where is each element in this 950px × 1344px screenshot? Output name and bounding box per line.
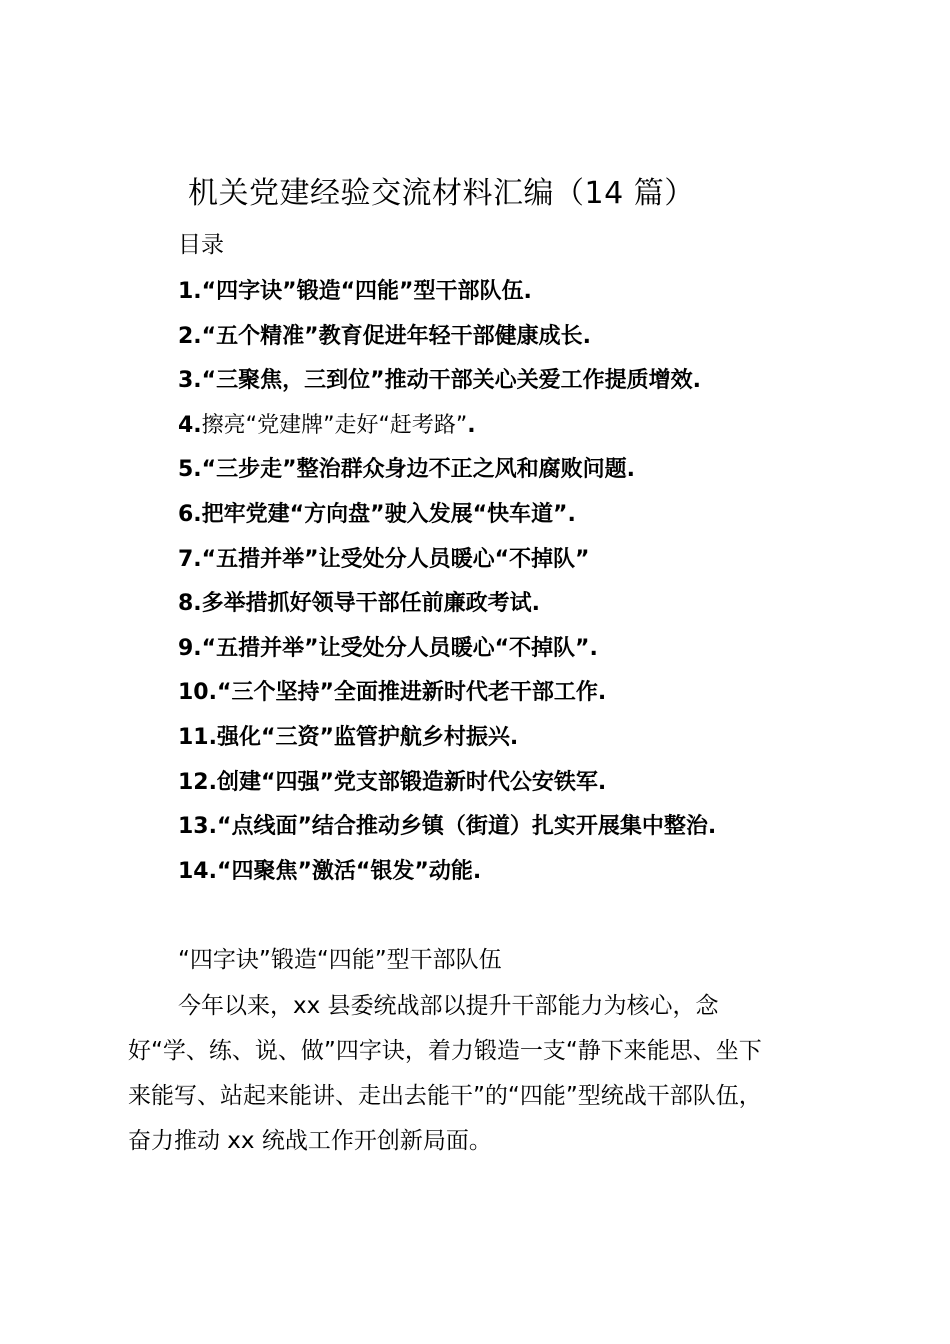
toc-item-number: 10. [178,680,217,706]
toc-item-number: 12. [178,769,217,795]
toc-item-number: 9. [178,635,202,661]
toc-item-8 [178,584,716,629]
toc-item-title: 擦亮“党建牌”走好“赶考路” [201,412,468,438]
toc-item-title: “三聚焦，三到位”推动干部关心关爱工作提质增效. [201,368,701,394]
paragraph-line: 今年以来，xx 县委统战部以提升干部能力为核心，念 [178,993,719,1019]
toc-item-title: “五措并举”让受处分人员暖心“不掉队”. [201,635,598,661]
toc-item-title: 多举措抓好领导干部任前廉政考试. [201,591,541,617]
toc-item-5 [178,450,716,495]
toc-item-number: 8. [178,591,202,617]
toc-item-number: 5. [178,457,202,483]
toc-heading: 目录 [178,232,224,258]
toc-item-6 [178,495,716,540]
toc-item-title: “四字诀”锻造“四能”型干部队伍. [201,279,532,304]
toc-item-3 [178,361,716,406]
toc-item-title: “四聚焦”激活“银发”动能. [216,858,482,884]
toc-item-12 [178,763,716,808]
toc-item-1 [178,272,716,317]
toc-item-title: “三步走”整治群众身边不正之风和腐败问题. [201,457,635,483]
toc-item-number: 2. [178,323,202,349]
toc-item-title: “五个精准”教育促进年轻干部健康成长. [201,323,591,349]
toc-item-title: 把牢党建“方向盘”驶入发展“快车道”. [201,501,576,527]
toc-item-number: 11. [178,724,217,750]
document-title: 机关党建经验交流材料汇编（14 篇） [188,176,695,211]
toc-item-number: 1. [178,279,202,304]
body-paragraph [128,984,840,1164]
toc-item-9 [178,629,716,674]
toc-item-2 [178,317,716,362]
toc-item-number: 13. [178,814,217,840]
toc-item-title: 创建“四强”党支部锻造新时代公安铁军. [216,769,607,795]
toc-item-tail: . [467,412,476,438]
toc-item-title: “点线面”结合推动乡镇（街道）扎实开展集中整治. [216,814,717,840]
toc-item-14 [178,852,716,897]
toc-item-number: 7. [178,546,202,572]
table-of-contents [178,272,716,896]
toc-item-number: 14. [178,858,217,884]
toc-item-number: 4. [178,412,202,438]
toc-item-title: “五措并举”让受处分人员暖心“不掉队” [201,546,590,572]
toc-item-number: 6. [178,501,202,527]
paragraph-line: 好“学、练、说、做”四字诀，着力锻造一支“静下来能思、坐下 [128,1038,762,1064]
toc-item-title: “三个坚持”全面推进新时代老干部工作. [216,680,607,706]
paragraph-line: 来能写、站起来能讲、走出去能干”的“四能”型统战干部队伍， [128,1083,762,1109]
toc-item-11 [178,718,716,763]
toc-item-7 [178,540,716,585]
article-title: “四字诀”锻造“四能”型干部队伍 [178,947,502,973]
toc-item-title: 强化“三资”监管护航乡村振兴. [216,724,519,750]
toc-item-4 [178,406,716,451]
toc-item-number: 3. [178,368,202,394]
toc-item-13 [178,807,716,852]
toc-item-10 [178,673,716,718]
paragraph-line: 奋力推动 xx 统战工作开创新局面。 [128,1128,492,1154]
